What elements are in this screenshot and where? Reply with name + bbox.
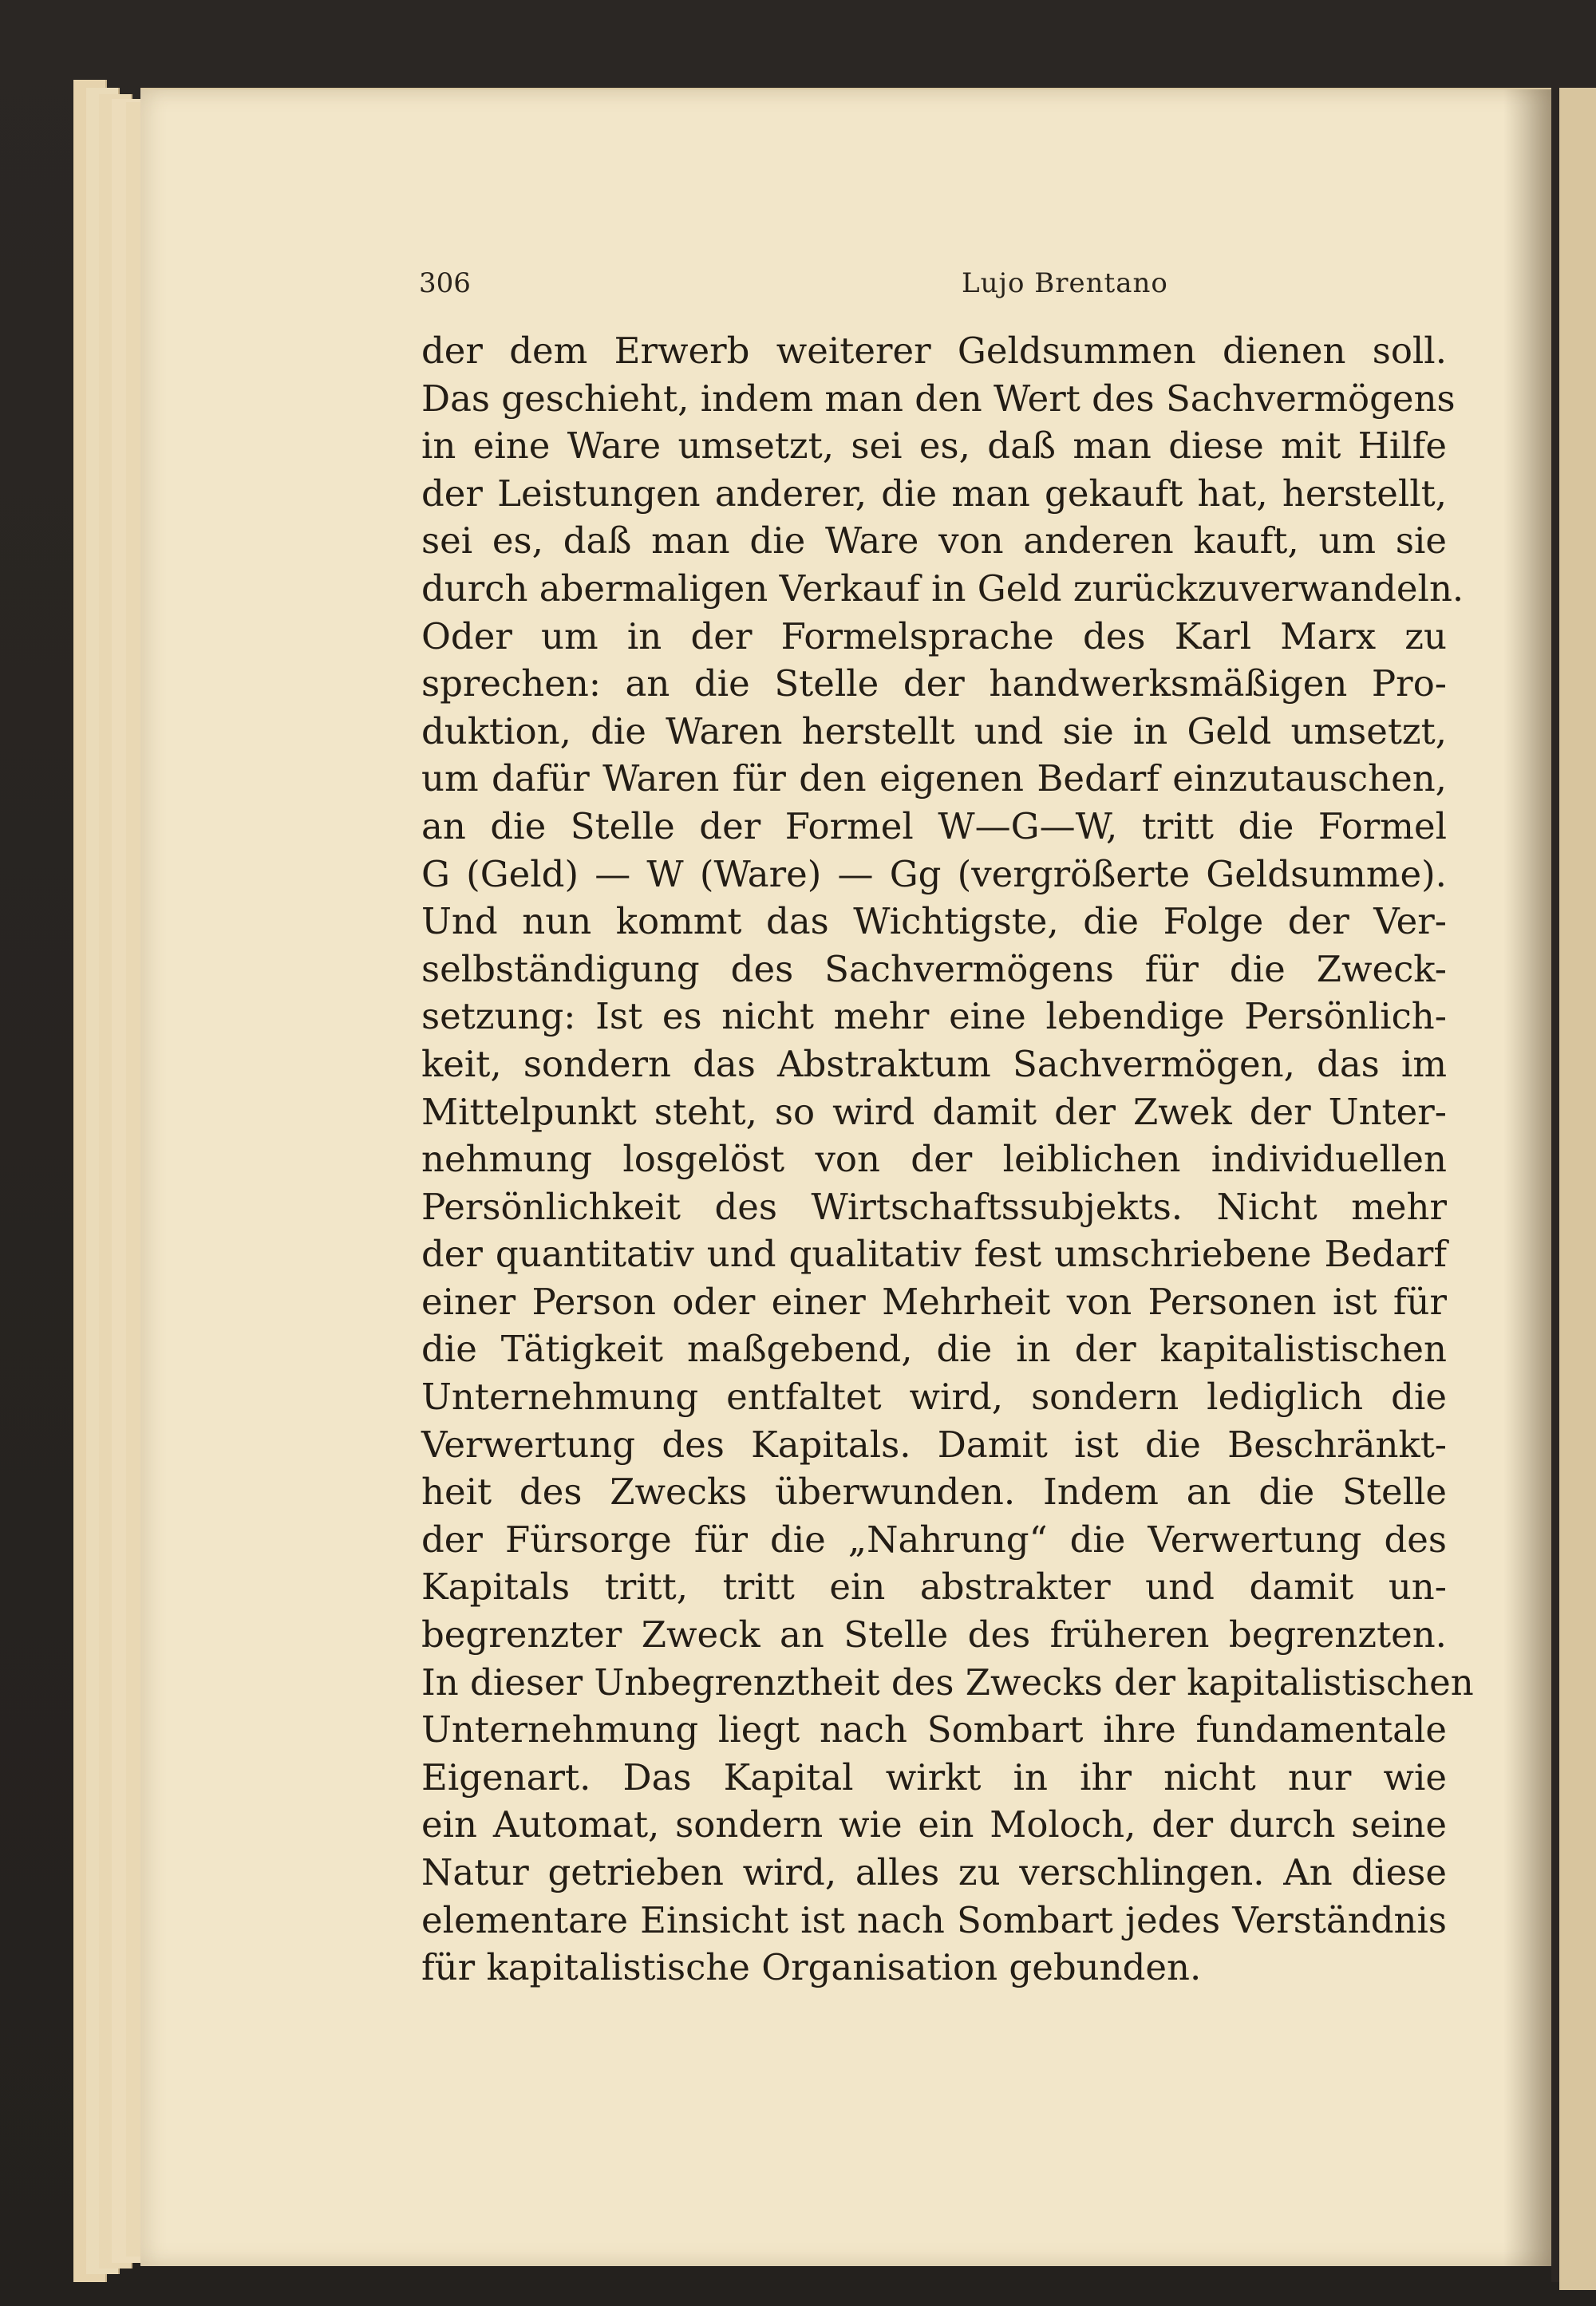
text-line: für kapitalistische Organisation gebunden. (421, 1946, 1202, 1989)
facing-page-edge (1551, 80, 1596, 2282)
text-line: Persönlichkeit des Wirtschaftssubjekts. Nicht mehr (421, 1185, 1447, 1228)
text-line: einer Person oder einer Mehrheit von Personen ist für (421, 1280, 1447, 1323)
text-line: der Leistungen anderer, die man gekauft hat, herstellt, (421, 472, 1447, 515)
text-line: duktion, die Waren herstellt und sie in Geld umsetzt, (421, 709, 1447, 752)
text-line: setzung: Ist es nicht mehr eine lebendige Persönlich- (421, 995, 1447, 1038)
text-line: keit, sondern das Abstraktum Sachvermögen, das im (421, 1042, 1447, 1085)
text-line: Mittelpunkt steht, so wird damit der Zwek der Unter- (421, 1090, 1447, 1133)
text-line: selbständigung des Sachvermögens für die Zweck- (421, 947, 1447, 990)
page-number: 306 (419, 267, 471, 299)
text-line: um dafür Waren für den eigenen Bedarf einzutauschen, (421, 757, 1447, 800)
text-line: elementare Einsicht ist nach Sombart jedes Verständnis (421, 1898, 1447, 1941)
text-line: Kapitals tritt, tritt ein abstrakter und damit un- (421, 1566, 1447, 1609)
text-line: Unternehmung entfaltet wird, sondern lediglich die (421, 1376, 1447, 1419)
page-gutter-shadow (1503, 89, 1551, 2266)
text-line: begrenzter Zweck an Stelle des früheren begrenzten. (421, 1613, 1447, 1656)
text-line: Unternehmung liegt nach Sombart ihre fundamentale (421, 1708, 1447, 1751)
text-line: der dem Erwerb weiterer Geldsummen dienen soll. (421, 330, 1447, 372)
text-line: Und nun kommt das Wichtigste, die Folge der Ver- (421, 900, 1447, 943)
text-line: an die Stelle der Formel W—G—W, tritt die Formel (421, 804, 1447, 847)
page-header (283, 267, 1444, 307)
text-line: Verwertung des Kapitals. Damit ist die Beschränkt- (421, 1423, 1447, 1466)
text-line: der Fürsorge für die „Nahrung“ die Verwertung des (421, 1518, 1447, 1561)
text-line: sei es, daß man die Ware von anderen kauft, um sie (421, 519, 1447, 563)
text-line: in eine Ware umsetzt, sei es, daß man diese mit Hilfe (421, 424, 1447, 468)
text-line: ein Automat, sondern wie ein Moloch, der durch seine (421, 1803, 1447, 1846)
text-line: die Tätigkeit maßgebend, die in der kapitalistischen (421, 1328, 1447, 1371)
text-line: sprechen: an die Stelle der handwerksmäßigen Pro- (421, 662, 1447, 705)
text-line: Das geschieht, indem man den Wert des Sachvermögens (421, 377, 1456, 420)
text-line: Eigenart. Das Kapital wirkt in ihr nicht nur wie (421, 1755, 1447, 1799)
text-line: heit des Zwecks überwunden. Indem an die Stelle (421, 1471, 1447, 1514)
text-line: durch abermaligen Verkauf in Geld zurückzuverwandeln. (421, 567, 1464, 610)
text-line: G (Geld) — W (Ware) — Gg (vergrößerte Geldsumme). (421, 852, 1447, 895)
text-line: Natur getrieben wird, alles zu verschlingen. An diese (421, 1851, 1447, 1893)
body-text (421, 327, 1474, 1992)
text-line: der quantitativ und qualitativ fest umschriebene Bedarf (421, 1233, 1447, 1276)
text-line: Oder um in der Formelsprache des Karl Marx zu (421, 614, 1447, 657)
running-head: Lujo Brentano (962, 267, 1168, 299)
text-line: nehmung losgelöst von der leiblichen individuellen (421, 1138, 1447, 1181)
text-line: In dieser Unbegrenztheit des Zwecks der kapitalistischen (421, 1660, 1474, 1704)
facing-page-sliver (1559, 88, 1596, 2290)
